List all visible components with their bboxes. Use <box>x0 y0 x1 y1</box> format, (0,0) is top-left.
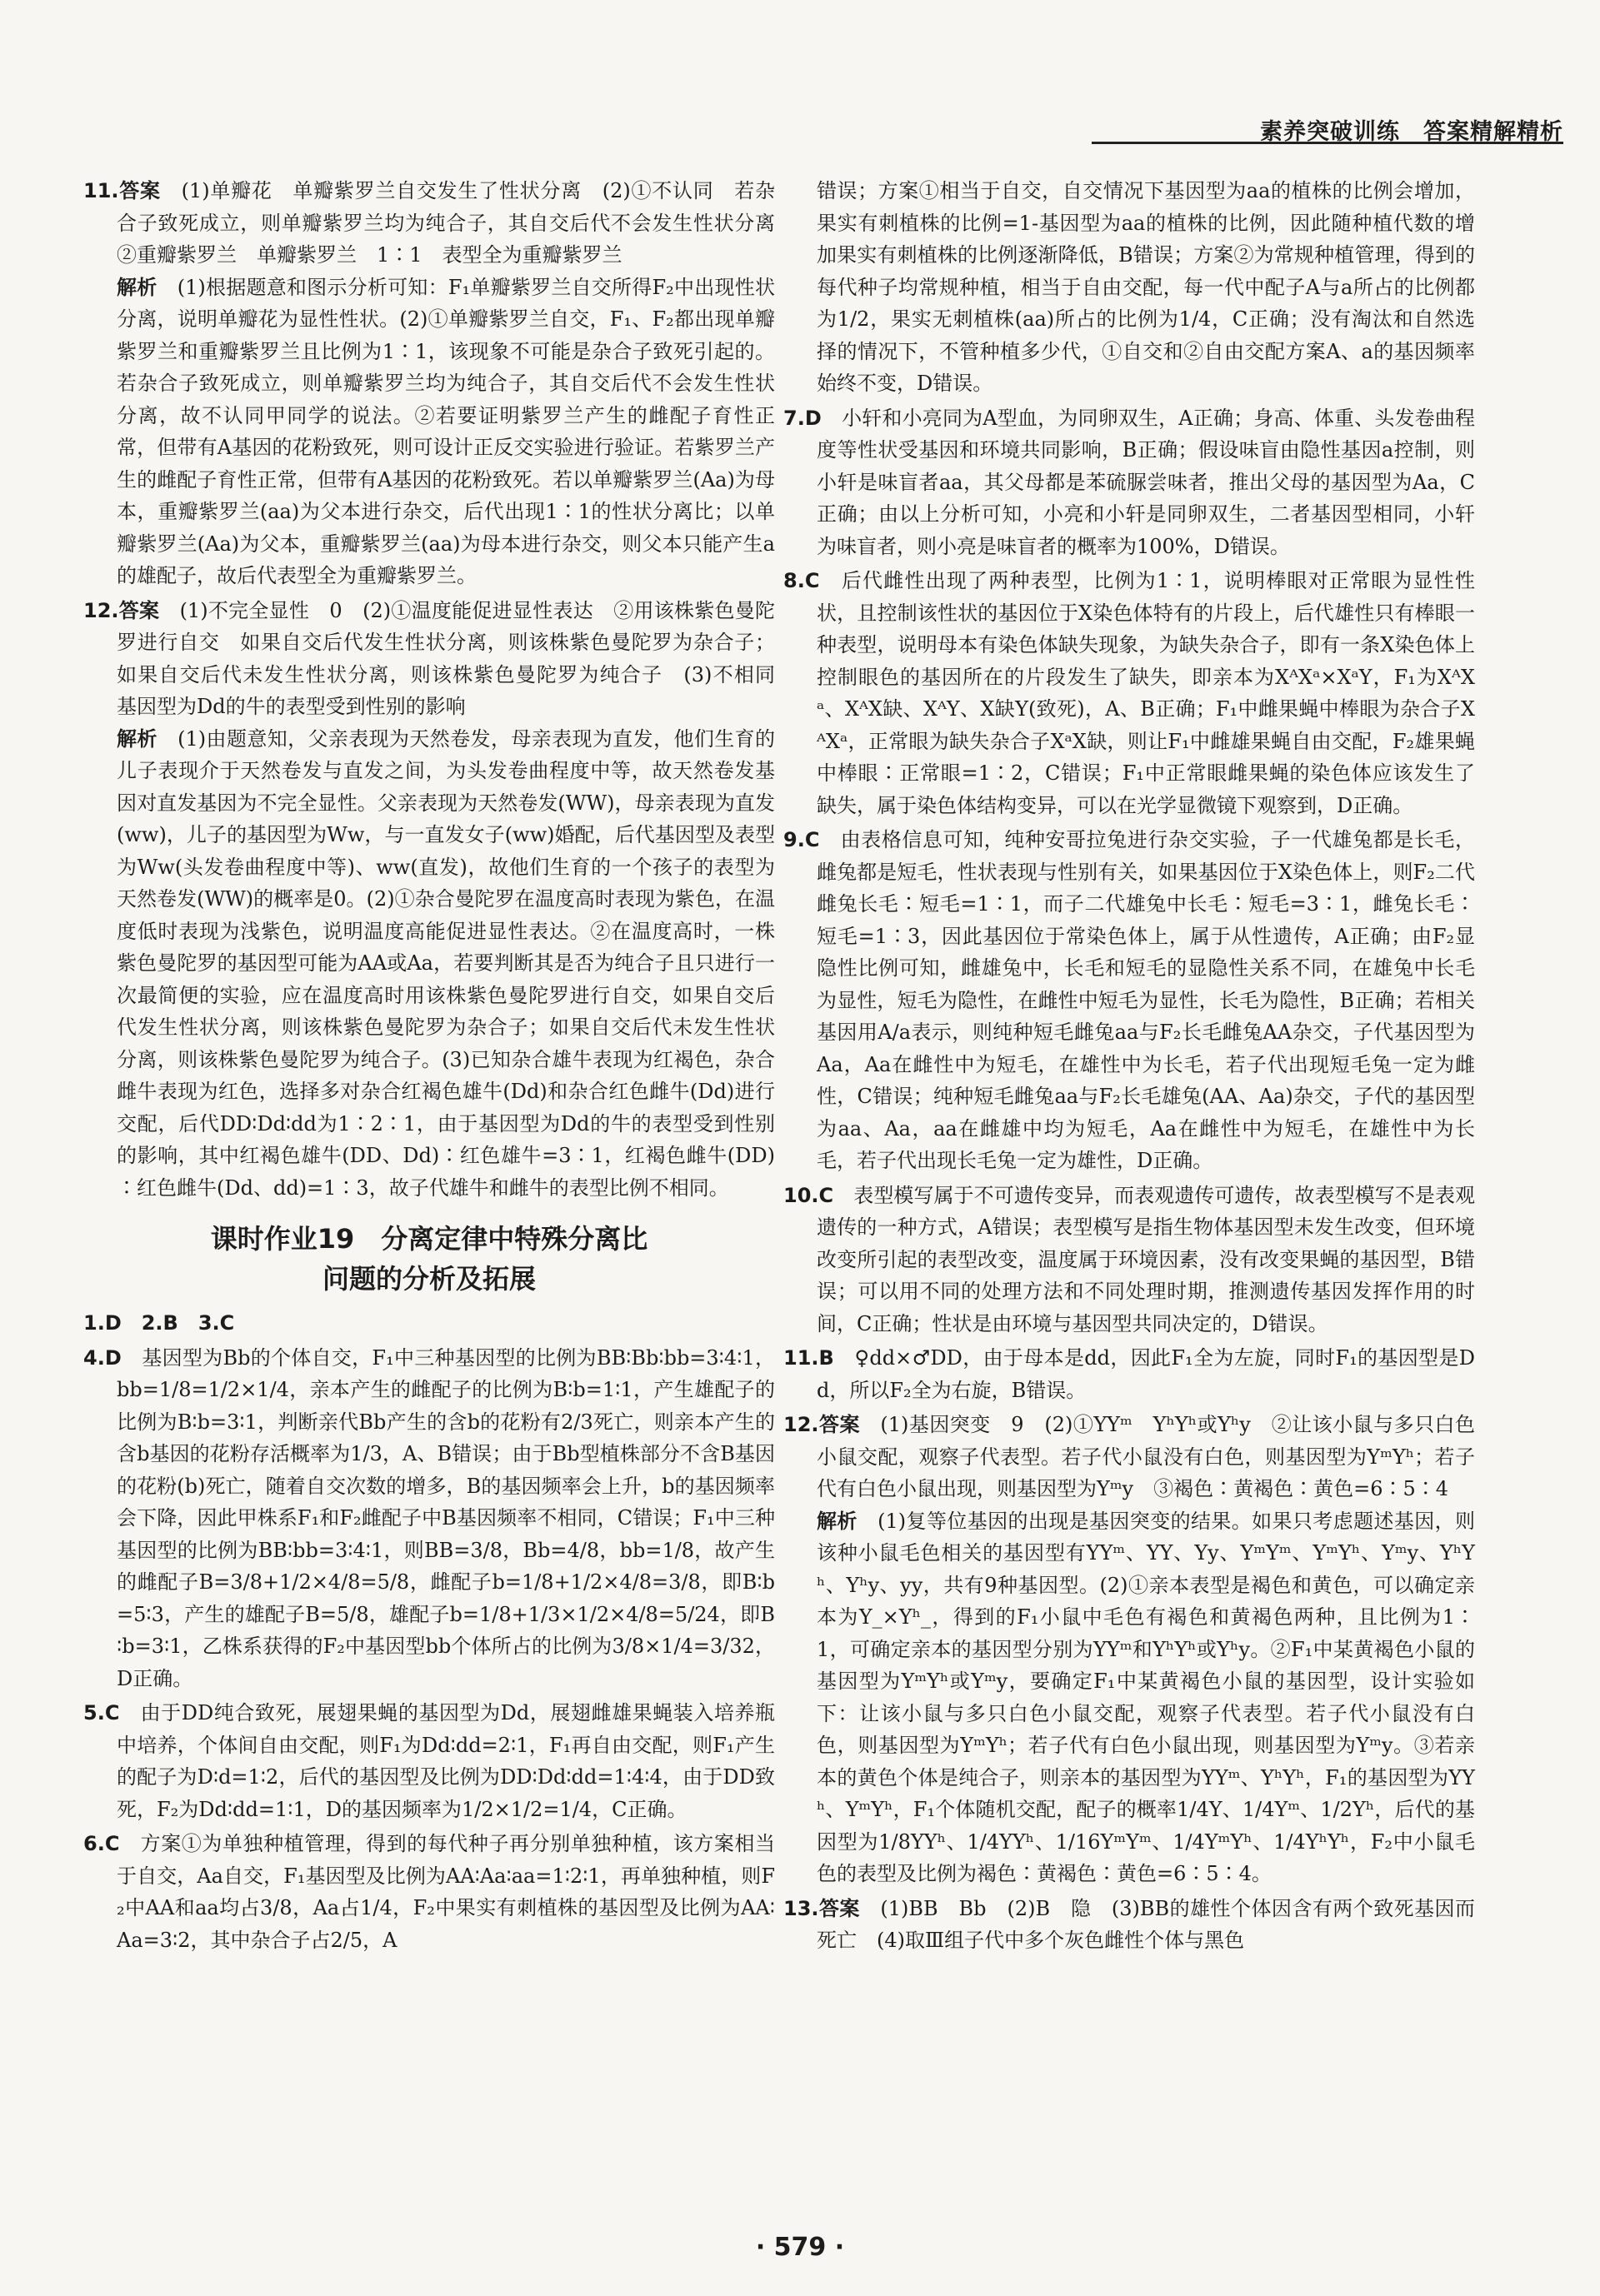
analysis-text: 后代雌性出现了两种表型，比例为1∶1，说明棒眼对正常眼为显性性状，且控制该性状的基因位于X染色体特有的片段上，后代雄性只有棒眼一种表型，说明母本有染色体缺失现象，为缺失杂合子，即有一条X染色体上控制眼色的基因所在的片段发生了缺失，即亲本为XᴬXᵃ×XᵃY，F₁为XᴬXᵃ、XᴬX缺、XᴬY、X缺Y(致死)，A、B正确；F₁中雌果蝇中棒眼为杂合子XᴬXᵃ，正常眼为缺失杂合子XᵃX缺，则让F₁中雌雄果蝇自由交配，F₂雄果蝇中棒眼∶正常眼=1∶2，C错误；F₁中正常眼雌果蝇的染色体应该发生了缺失，属于染色体结构变异，可以在光学显微镜下观察到，D正确。 <box>817 569 1475 817</box>
question-9 <box>783 824 1475 1177</box>
left-column <box>83 175 795 1959</box>
question-number: 8.C <box>783 569 820 592</box>
question-13 <box>783 1893 1475 1957</box>
question-number: 13. <box>783 1896 819 1920</box>
analysis-text: 方案①为单独种植管理，得到的每代种子再分别单独种植，该方案相当于自交，Aa自交，F₁基因型及比例为AA∶Aa∶aa=1∶2∶1，再单独种植，则F₂中AA和aa均占3/8，Aa占1/4，F₂中果实有刺植株的基因型及比例为AA∶Aa=3∶2，其中杂合子占2/5，A <box>117 1832 776 1952</box>
answer-label: 答案 <box>818 1896 860 1920</box>
question-5 <box>83 1697 775 1825</box>
answer-text: (1)单瓣花 单瓣紫罗兰自交发生了性状分离 (2)①不认同 若杂合子致死成立，则单瓣紫罗兰均为纯合子，其自交后代不会发生性状分离 ②重瓣紫罗兰 单瓣紫罗兰 1∶1 表型全为重瓣紫罗兰 <box>117 179 795 267</box>
header-rule <box>1092 142 1563 144</box>
question-4 <box>83 1342 775 1695</box>
question-7 <box>783 402 1475 563</box>
section-title-line-1: 课时作业19 分离定律中特殊分离比 <box>210 1223 648 1255</box>
analysis-text: 表型模写属于不可遗传变异，而表观遗传可遗传，故表型模写不是表观遗传的一种方式，A错误；表型模写是指生物体基因型未发生改变，但环境改变所引起的表型改变，温度属于环境因素，没有改变果蝇的基因型，B错误；可以用不同的处理方法和不同处理时期，推测遗传基因发挥作用的时间，C正确；性状是由环境与基因型共同决定的，D错误。 <box>817 1183 1476 1335</box>
analysis-text: 小轩和小亮同为A型血，为同卵双生，A正确；身高、体重、头发卷曲程度等性状受基因和环境共同影响，B正确；假设味盲由隐性基因a控制，则小轩是味盲者aa，其父母都是苯硫脲尝味者，推出父母的基因型为Aa，C正确；由以上分析可知，小亮和小轩是同卵双生，二者基因型相同，小轩为味盲者，则小亮是味盲者的概率为100%，D错误。 <box>817 406 1475 558</box>
question-number: 7.D <box>783 406 822 430</box>
analysis-label: 解析 <box>117 726 158 751</box>
question-12b <box>783 1409 1475 1890</box>
analysis-text: 由于DD纯合致死，展翅果蝇的基因型为Dd，展翅雌雄果蝇装入培养瓶中培养，个体间自由交配，则F₁为Dd∶dd=2∶1，F₁再自由交配，则F₁产生的配子为D∶d=1∶2，后代的基因型及比例为DD∶Dd∶dd=1∶4∶4，由于DD致死，F₂为Dd∶dd=1∶1，D的基因频率为1/2×1/2=1/4，C正确。 <box>117 1701 776 1821</box>
right-column <box>783 175 1475 1959</box>
question-11b <box>783 1342 1475 1406</box>
question-number: 9.C <box>783 828 820 851</box>
analysis-label: 解析 <box>117 275 158 299</box>
answer-text: (1)基因突变 9 (2)①YYᵐ YʰYʰ或Yʰy ②让该小鼠与多只白色小鼠交配，观察子代表型。若子代小鼠没有白色，则基因型为YᵐYʰ；若子代有白色小鼠出现，则基因型为Yᵐy ③褐色∶黄褐色∶黄色=6∶5∶4 <box>817 1413 1476 1500</box>
analysis-text: (1)根据题意和图示分析可知：F₁单瓣紫罗兰自交所得F₂中出现性状分离，说明单瓣花为显性性状。(2)①单瓣紫罗兰自交，F₁、F₂都出现单瓣紫罗兰和重瓣紫罗兰且比例为1∶1，该现象不可能是杂合子致死引起的。若杂合子致死成立，则单瓣紫罗兰均为纯合子，其自交后代不会发生性状分离，故不认同甲同学的说法。②若要证明紫罗兰产生的雌配子育性正常，但带有A基因的花粉致死，则可设计正反交实验进行验证。若紫罗兰产生的雌配子育性正常，但带有A基因的花粉致死。若以单瓣紫罗兰(Aa)为母本，重瓣紫罗兰(aa)为父本进行杂交，后代出现1∶1的性状分离比；以单瓣紫罗兰(Aa)为父本，重瓣紫罗兰(aa)为母本进行杂交，则父本只能产生a的雄配子，故后代表型全为重瓣紫罗兰。 <box>117 275 776 587</box>
analysis-text: 错误；方案①相当于自交，自交情况下基因型为aa的植株的比例会增加，果实有刺植株的比例=1-基因型为aa的植株的比例，因此随种植代数的增加果实有刺植株的比例逐渐降低，B错误；方案②为常规种植管理，得到的每代种子均常规种植，相当于自由交配，每一代中配子A与a所占的比例都为1/2，果实无刺植株(aa)所占的比例为1/4，C正确；没有淘汰和自然选择的情况下，不管种植多少代，①自交和②自由交配方案A、a的基因频率始终不变，D错误。 <box>817 179 1475 395</box>
answer-label: 答案 <box>818 1413 860 1436</box>
question-11 <box>83 175 795 592</box>
answer-text: (1)不完全显性 0 (2)①温度能促进显性表达 ②用该株紫色曼陀罗进行自交 如果自交后代发生性状分离，则该株紫色曼陀罗为杂合子；如果自交后代未发生性状分离，则该株紫色曼陀罗为纯合子 (3)不相同 基因型为Dd的牛的表型受到性别的影响 <box>117 598 795 718</box>
quick-answers: 1.D 2.B 3.C <box>83 1311 235 1335</box>
answer-text: (1)BB Bb (2)B 隐 (3)BB的雄性个体因含有两个致死基因而死亡 (4)取Ⅲ组子代中多个灰色雌性个体与黑色 <box>817 1896 1476 1952</box>
question-10 <box>783 1180 1475 1340</box>
question-6-continued <box>783 175 1475 400</box>
question-6 <box>83 1828 775 1956</box>
header-title: 素养突破训练 答案精解精析 <box>1260 119 1563 145</box>
answer-label: 答案 <box>118 598 160 622</box>
answer-label: 答案 <box>118 179 161 202</box>
analysis-label: 解析 <box>817 1509 858 1533</box>
question-12 <box>83 595 795 1205</box>
analysis-text: (1)由题意知，父亲表现为天然卷发，母亲表现为直发，他们生育的儿子表现介于天然卷发与直发之间，为头发卷曲程度中等，故天然卷发基因对直发基因为不完全显性。父亲表现为天然卷发(WW)，母亲表现为直发(ww)，儿子的基因型为Ww，与一直发女子(ww)婚配，后代基因型及表型为Ww(头发卷曲程度中等)、ww(直发)，故他们生育的一个孩子的表型为天然卷发(WW)的概率是0。(2)①杂合曼陀罗在温度高时表现为紫色，在温度低时表现为浅紫色，说明温度高能促进显性表达。②在温度高时，一株紫色曼陀罗的基因型可能为AA或Aa，若要判断其是否为纯合子且只进行一次最简便的实验，应在温度高时用该株紫色曼陀罗进行自交，如果自交后代发生性状分离，则该株紫色曼陀罗为杂合子；如果自交后代未发生性状分离，则该株紫色曼陀罗为纯合子。(3)已知杂合雄牛表现为红褐色，杂合雌牛表现为红色，选择多对杂合红褐色雄牛(Dd)和杂合红色雌牛(Dd)进行交配，后代DD∶Dd∶dd为1∶2∶1，由于基因型为Dd的牛的表型受到性别的影响，其中红褐色雄牛(DD、Dd)∶红色雄牛=3∶1，红褐色雌牛(DD)∶红色雌牛(Dd、dd)=1∶3，故子代雄牛和雌牛的表型比例不相同。 <box>117 726 776 1200</box>
analysis-text: 由表格信息可知，纯种安哥拉兔进行杂交实验，子一代雄兔都是长毛，雌兔都是短毛，性状表现与性别有关，如果基因位于X染色体上，则F₂二代雌兔长毛∶短毛=1∶1，而子二代雄兔中长毛∶短毛=3∶1，雌兔长毛∶短毛=1∶3，因此基因位于常染色体上，属于从性遗传，A正确；由F₂显隐性比例可知，雌雄兔中，长毛和短毛的显隐性关系不同，在雄兔中长毛为显性，短毛为隐性，在雌性中短毛为显性，长毛为隐性，B正确；若相关基因用A/a表示，则纯种短毛雌兔aa与F₂长毛雌兔AA杂交，子代基因型为Aa，Aa在雌性中为短毛，在雄性中为长毛，若子代出现短毛兔一定为雌性，C错误；纯种短毛雌兔aa与F₂长毛雄兔(AA、Aa)杂交，子代的基因型为aa、Aa，aa在雌雄中均为短毛，Aa在雌性中为短毛，在雄性中为长毛，若子代出现长毛兔一定为雄性，D正确。 <box>817 828 1476 1172</box>
question-number: 12. <box>783 1413 819 1436</box>
analysis-text: 基因型为Bb的个体自交，F₁中三种基因型的比例为BB∶Bb∶bb=3∶4∶1，bb=1/8=1/2×1/4，亲本产生的雌配子的比例为B∶b=1∶1，产生雄配子的比例为B∶b=3∶1，判断亲代Bb产生的含b的花粉有2/3死亡，则亲本产生的含b基因的花粉存活概率为1/3，A、B错误；由于Bb型植株部分不含B基因的花粉(b)死亡，随着自交次数的增多，B的基因频率会上升，b的基因频率会下降，因此甲株系F₁和F₂雌配子中B基因频率不相同，C错误；F₁中三种基因型的比例为BB∶bb=3∶4∶1，则BB=3/8，Bb=4/8，bb=1/8，故产生的雌配子B=3/8+1/2×4/8=5/8，雌配子b=1/8+1/2×4/8=3/8，即B∶b=5∶3，产生的雄配子B=5/8，雄配子b=1/8+1/3×1/2×4/8=5/24，即B∶b=3∶1，乙株系获得的F₂中基因型bb个体所占的比例为3/8×1/4=3/32，D正确。 <box>117 1345 775 1690</box>
question-number: 10.C <box>783 1183 834 1207</box>
question-number: 11.B <box>783 1346 834 1370</box>
question-number: 4.D <box>83 1345 122 1370</box>
analysis-text: (1)复等位基因的出现是基因突变的结果。如果只考虑题述基因，则该种小鼠毛色相关的基因型有YYᵐ、YY、Yy、YᵐYᵐ、YᵐYʰ、Yᵐy、YʰYʰ、Yʰy、yy，共有9种基因型。(2)①亲本表型是褐色和黄色，可以确定亲本为Y_×Yʰ_，得到的F₁小鼠中毛色有褐色和黄褐色两种，且比例为1∶1，可确定亲本的基因型分别为YYᵐ和YʰYʰ或Yʰy。②F₁中某黄褐色小鼠的基因型为YᵐYʰ或Yᵐy，要确定F₁中某黄褐色小鼠的基因型，设计实验如下：让该小鼠与多只白色小鼠交配，观察子代表型。若子代小鼠没有白色，则基因型为YᵐYʰ；若子代有白色小鼠出现，则基因型为Yᵐy。③若亲本的黄色个体是纯合子，则亲本的基因型为YYᵐ、YʰYʰ，F₁的基因型为YYʰ、YᵐYʰ，F₁个体随机交配，配子的概率1/4Y、1/4Yᵐ、1/2Yʰ，后代的基因型为1/8YYʰ、1/4YYʰ、1/16YᵐYᵐ、1/4YᵐYʰ、1/4YʰYʰ，F₂中小鼠毛色的表型及比例为褐色∶黄褐色∶黄色=6∶5∶4。 <box>817 1509 1476 1885</box>
section-title <box>83 1219 775 1299</box>
question-number: 5.C <box>83 1701 120 1724</box>
page-number: · 579 · <box>755 2233 845 2262</box>
question-number: 6.C <box>83 1832 120 1855</box>
section-title-line-2: 问题的分析及拓展 <box>322 1263 536 1295</box>
question-8 <box>783 565 1475 821</box>
question-number: 12. <box>83 598 119 622</box>
analysis-text: ♀dd×♂DD，由于母本是dd，因此F₁全为左旋，同时F₁的基因型是Dd，所以F₂全为右旋，B错误。 <box>817 1346 1475 1402</box>
question-number: 11. <box>83 179 119 202</box>
